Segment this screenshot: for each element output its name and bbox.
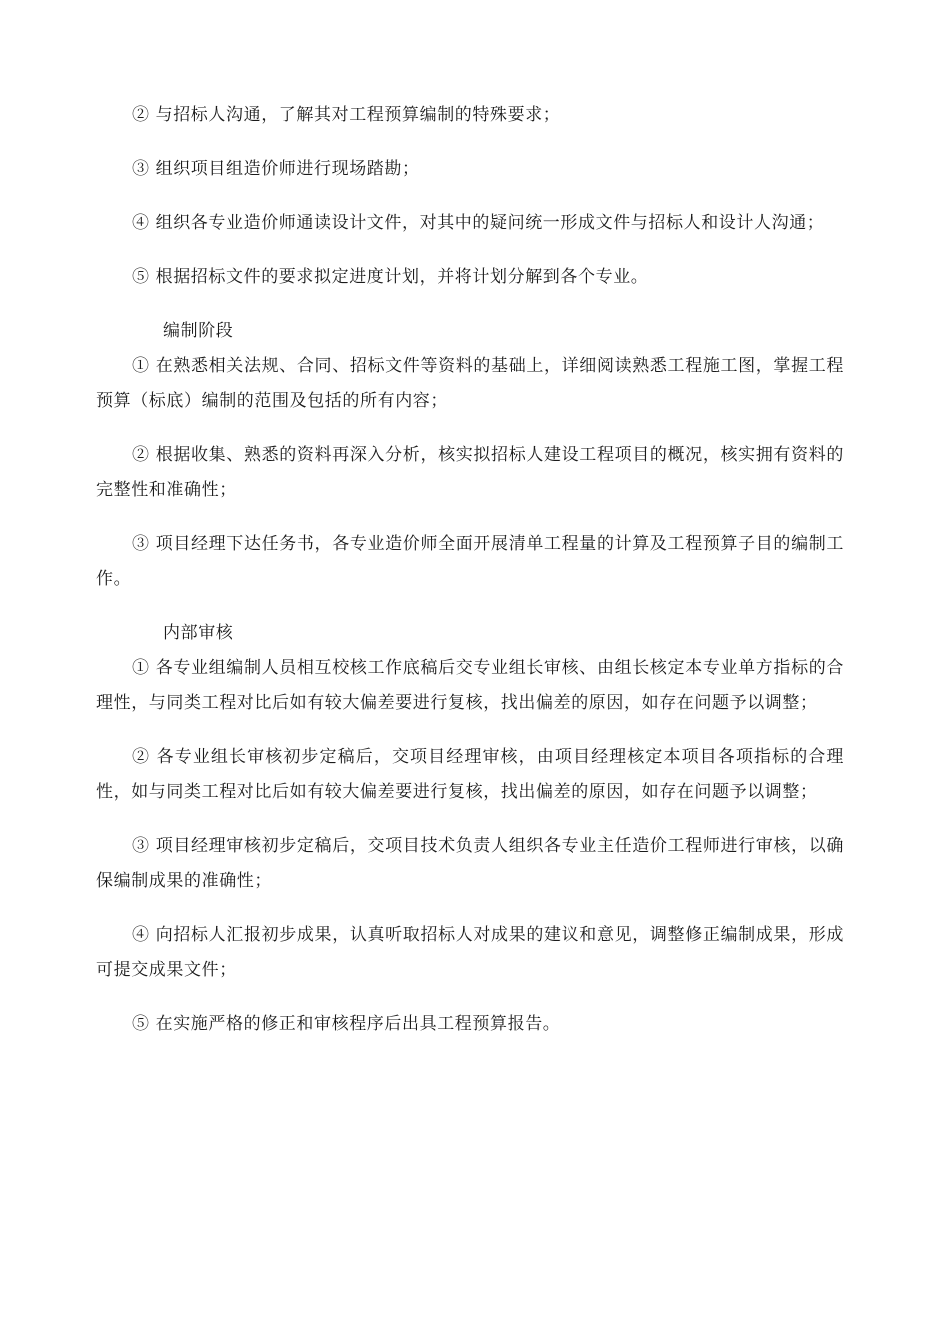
paragraph-prep-item-2: ② 与招标人沟通，了解其对工程预算编制的特殊要求； xyxy=(132,105,561,125)
paragraph-compile-item-1: ① 在熟悉相关法规、合同、招标文件等资料的基础上，详细阅读熟悉工程施工图，掌握工程预算（标底）编制的范围及包括的所有内容； xyxy=(96,356,844,411)
paragraph-prep-item-4: ④ 组织各专业造价师通读设计文件，对其中的疑问统一形成文件与招标人和设计人沟通； xyxy=(132,213,825,233)
paragraph-review-item-5: ⑤ 在实施严格的修正和审核程序后出具工程预算报告。 xyxy=(132,1014,561,1034)
paragraph-review-item-1: ① 各专业组编制人员相互校核工作底稿后交专业组长审核、由组长核定本专业单方指标的合理性，与同类工程对比后如有较大偏差要进行复核，找出偏差的原因，如存在问题予以调整； xyxy=(96,658,844,713)
paragraph-review-item-4: ④ 向招标人汇报初步成果，认真听取招标人对成果的建议和意见，调整修正编制成果，形成可提交成果文件； xyxy=(96,925,844,980)
paragraph-compile-item-2: ② 根据收集、熟悉的资料再深入分析，核实拟招标人建设工程项目的概况，核实拥有资料的完整性和准确性； xyxy=(96,445,844,500)
heading-internal-review: 内部审核 xyxy=(163,623,234,643)
paragraph-review-item-3: ③ 项目经理审核初步定稿后，交项目技术负责人组织各专业主任造价工程师进行审核，以确保编制成果的准确性； xyxy=(96,836,844,891)
paragraph-prep-item-5: ⑤ 根据招标文件的要求拟定进度计划，并将计划分解到各个专业。 xyxy=(132,267,649,287)
heading-compile-stage: 编制阶段 xyxy=(163,321,234,341)
paragraph-compile-item-3: ③ 项目经理下达任务书，各专业造价师全面开展清单工程量的计算及工程预算子目的编制工作。 xyxy=(96,534,844,589)
document-page xyxy=(96,98,844,1042)
paragraph-review-item-2: ② 各专业组长审核初步定稿后，交项目经理审核，由项目经理核定本项目各项指标的合理性，如与同类工程对比后如有较大偏差要进行复核，找出偏差的原因，如存在问题予以调整； xyxy=(96,747,844,802)
paragraph-prep-item-3: ③ 组织项目组造价师进行现场踏勘； xyxy=(132,159,420,179)
